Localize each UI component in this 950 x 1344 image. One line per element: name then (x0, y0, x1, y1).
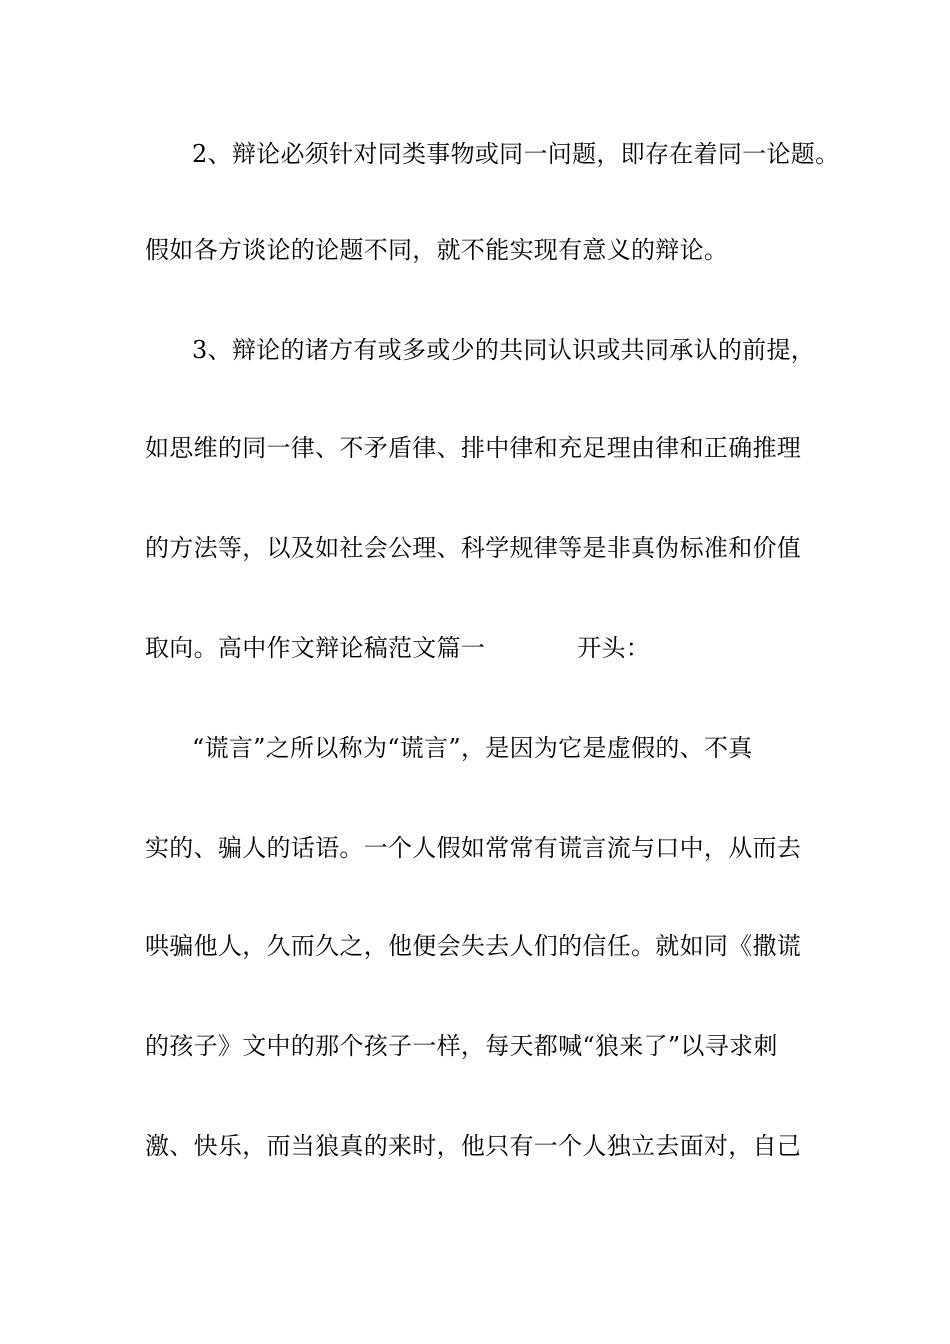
paragraph-line: 假如各方谈论的论题不同，就不能实现有意义的辩论。 (145, 236, 729, 264)
paragraph-line-text: 取向。高中作文辩论稿范文篇一 (145, 634, 486, 662)
section-label: 开头： (577, 634, 651, 662)
paragraph-line: “谎言”之所以称为“谎言”，是因为它是虚假的、不真 (192, 734, 753, 762)
paragraph-line-heading (145, 630, 845, 666)
paragraph-line: 哄骗他人，久而久之，他便会失去人们的信任。就如同《撒谎 (145, 932, 802, 960)
paragraph-line: 激、快乐，而当狼真的来时，他只有一个人独立去面对，自己 (145, 1132, 802, 1160)
paragraph-line: 实的、骗人的话语。一个人假如常常有谎言流与口中，从而去 (145, 834, 802, 862)
paragraph-line: 2、辩论必须针对同类事物或同一问题，即存在着同一论题。 (192, 140, 840, 168)
paragraph-line: 的孩子》文中的那个孩子一样，每天都喊“狼来了”以寻求刺 (145, 1032, 778, 1060)
paragraph-line: 的方法等，以及如社会公理、科学规律等是非真伪标准和价值 (145, 534, 802, 562)
paragraph-line: 如思维的同一律、不矛盾律、排中律和充足理由律和正确推理 (145, 434, 802, 462)
paragraph-line: 3、辩论的诸方有或多或少的共同认识或共同承认的前提， (192, 336, 816, 364)
